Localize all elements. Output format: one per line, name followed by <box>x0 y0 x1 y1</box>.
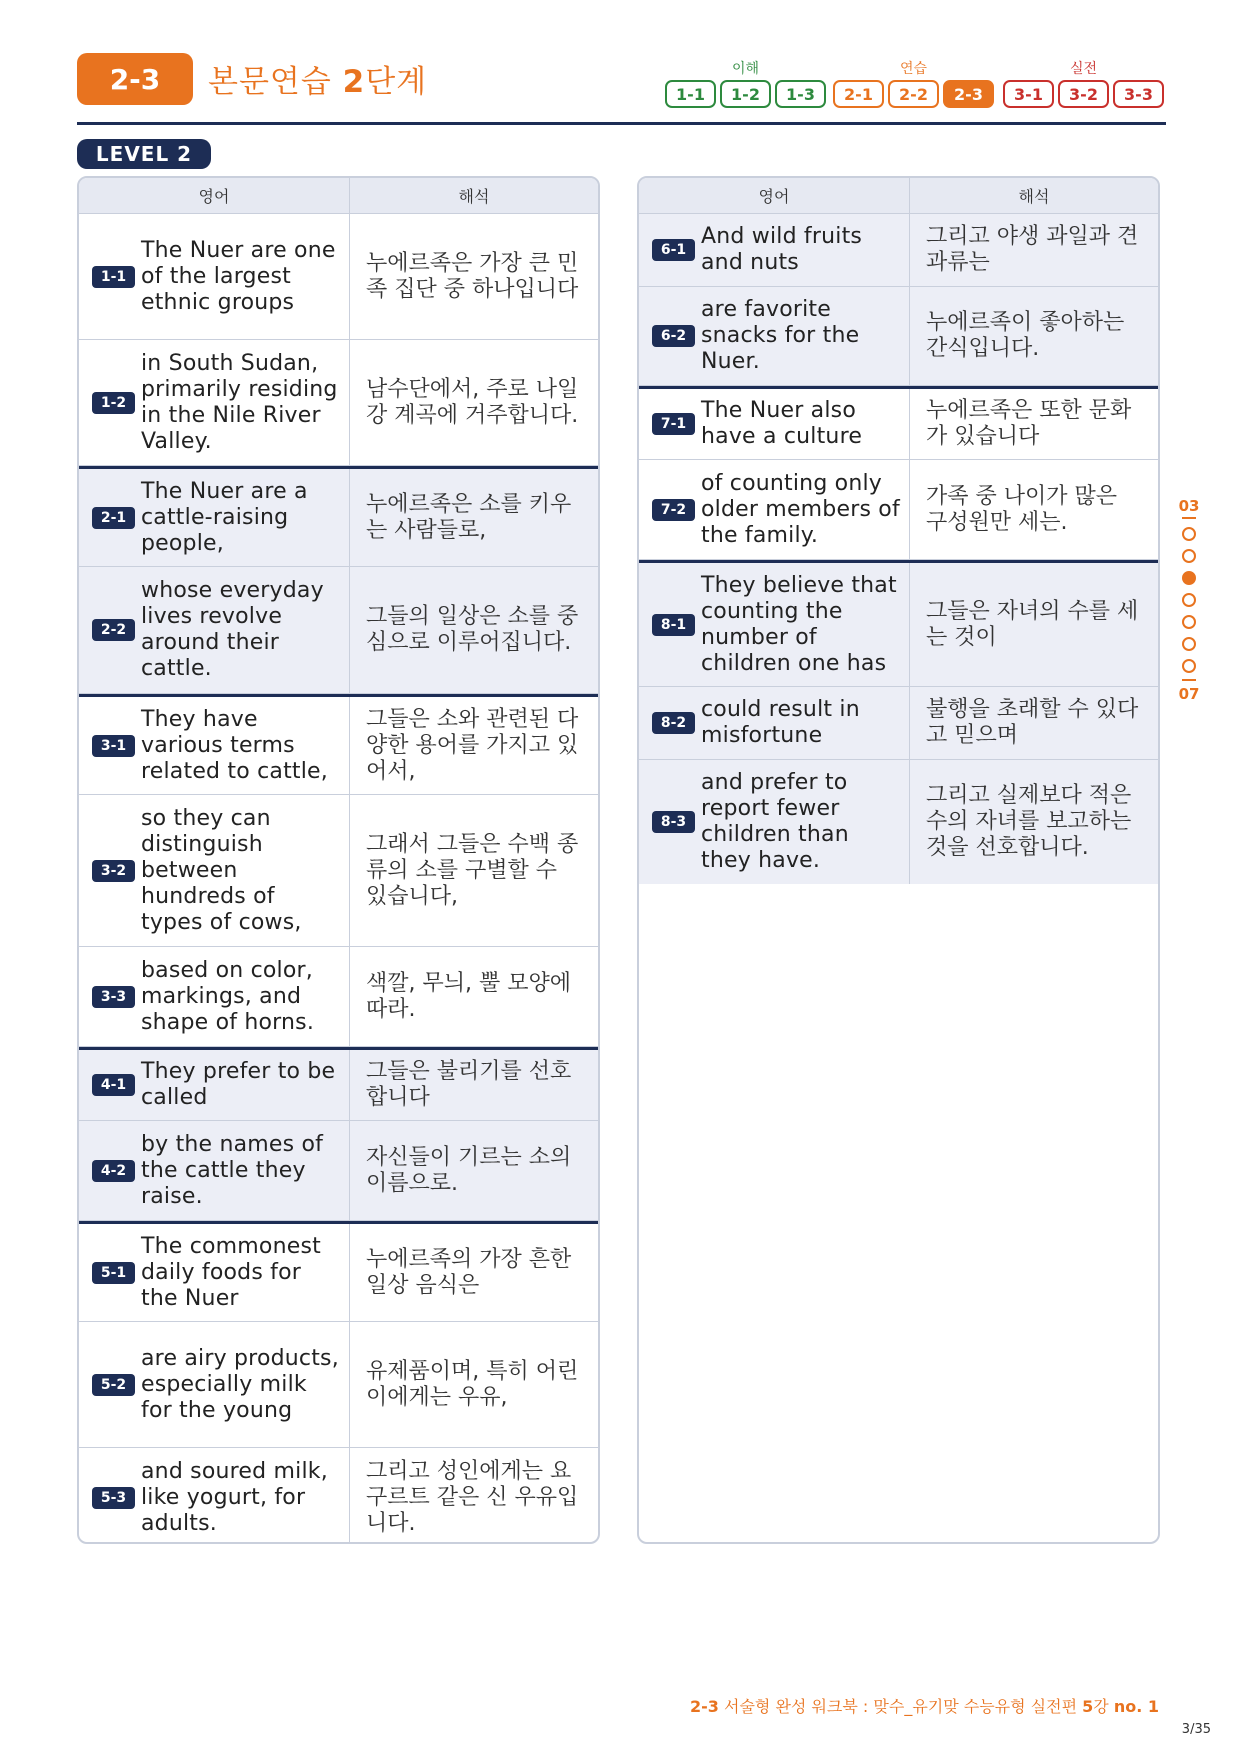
korean-text: 남수단에서, 주로 나일 강 계곡에 거주합니다. <box>366 376 579 428</box>
footer-code: 2-3 <box>690 1697 719 1716</box>
table-row <box>639 687 1158 760</box>
korean-column-header: 해석 <box>458 187 490 206</box>
korean-cell <box>910 687 1158 759</box>
table-row <box>79 214 598 340</box>
korean-text: 그래서 그들은 수백 종류의 소를 구별할 수 있습니다, <box>366 831 579 909</box>
english-text: They believe that counting the number of children one has <box>701 572 897 676</box>
korean-text: 누에르족은 가장 큰 민족 집단 중 하나입니다 <box>366 250 579 302</box>
page-number: 3/35 <box>1181 1722 1211 1737</box>
footer-title <box>690 1694 1159 1717</box>
english-cell <box>79 1121 350 1220</box>
korean-text: 그들은 불리기를 선호합니다 <box>366 1059 572 1110</box>
table-row <box>79 466 598 567</box>
korean-cell <box>350 469 598 566</box>
sentence-number-badge: 1-1 <box>92 266 135 288</box>
korean-text: 불행을 초래할 수 있다고 믿으며 <box>926 697 1139 748</box>
english-text: are favorite snacks for the Nuer. <box>701 297 860 374</box>
lesson-progress-tracker <box>1177 497 1201 703</box>
table-row <box>639 214 1158 287</box>
english-cell <box>79 1224 350 1321</box>
step-group-practice <box>833 60 994 108</box>
korean-cell <box>910 287 1158 385</box>
tracker-end-number: 07 <box>1178 685 1200 703</box>
progress-dot <box>1182 593 1196 607</box>
english-cell <box>79 1322 350 1447</box>
table-row <box>79 694 598 795</box>
sentence-number-badge: 6-1 <box>652 239 695 261</box>
korean-text: 그리고 성인에게는 요구르트 같은 신 우유입니다. <box>366 1459 579 1536</box>
step-button-1-2[interactable]: 1-2 <box>720 80 771 108</box>
progress-dot <box>1182 549 1196 563</box>
title-bold: 2 <box>342 64 366 100</box>
title-post: 단계 <box>365 64 428 100</box>
sentence-number-badge: 8-1 <box>652 614 695 636</box>
korean-cell <box>350 1322 598 1447</box>
english-text: and prefer to report fewer children than they have. <box>701 770 849 873</box>
progress-dot <box>1182 527 1196 541</box>
table-header <box>79 178 598 214</box>
korean-cell <box>350 567 598 693</box>
korean-cell <box>350 697 598 794</box>
tracker-start-number: 03 <box>1178 497 1200 515</box>
table-row <box>79 947 598 1047</box>
english-cell <box>639 687 910 759</box>
korean-cell <box>910 760 1158 884</box>
step-group-label: 연습 <box>899 61 928 77</box>
progress-dot <box>1182 659 1196 673</box>
progress-dot-active <box>1182 571 1196 585</box>
left-sentence-table <box>77 176 600 1544</box>
english-text: They prefer to be called <box>141 1059 336 1110</box>
english-text: could result in misfortune <box>701 697 860 748</box>
english-cell <box>79 340 350 465</box>
korean-cell <box>910 563 1158 686</box>
english-cell <box>79 214 350 339</box>
english-cell <box>79 697 350 794</box>
sentence-number-badge: 1-2 <box>92 392 135 414</box>
step-group-label: 이해 <box>731 61 760 77</box>
korean-text: 유제품이며, 특히 어린이에게는 우유, <box>366 1358 579 1410</box>
english-cell <box>79 947 350 1046</box>
english-column-header: 영어 <box>79 178 350 213</box>
table-row <box>639 460 1158 560</box>
korean-cell <box>350 1448 598 1544</box>
table-row <box>639 760 1158 884</box>
korean-cell <box>350 340 598 465</box>
sentence-number-badge: 2-1 <box>92 507 135 529</box>
korean-cell <box>350 214 598 339</box>
table-row <box>79 1221 598 1322</box>
table-row <box>79 795 598 947</box>
english-cell <box>639 389 910 459</box>
english-cell <box>639 214 910 286</box>
english-text: They have various terms related to cattle, <box>141 706 328 784</box>
sentence-number-badge: 7-2 <box>652 499 695 521</box>
english-text: so they can distinguish between hundreds of types of cows, <box>141 805 302 935</box>
page-title <box>208 56 427 101</box>
korean-column-header: 해석 <box>1018 187 1050 206</box>
table-row <box>639 386 1158 460</box>
english-text: based on color, markings, and shape of horns. <box>141 957 315 1035</box>
english-cell <box>639 287 910 385</box>
right-sentence-table <box>637 176 1160 1544</box>
english-cell <box>639 460 910 559</box>
korean-cell <box>350 1050 598 1120</box>
korean-cell <box>350 947 598 1046</box>
table-row <box>79 1448 598 1544</box>
step-group-label: 실전 <box>1069 61 1098 77</box>
table-row <box>79 567 598 694</box>
korean-text: 가족 중 나이가 많은 구성원만 세는. <box>926 483 1117 535</box>
sentence-number-badge: 8-3 <box>652 811 695 833</box>
english-text: by the names of the cattle they raise. <box>141 1131 324 1209</box>
table-row <box>79 1322 598 1448</box>
step-group-real <box>1003 60 1164 108</box>
korean-text: 자신들이 기르는 소의 이름으로. <box>366 1144 572 1196</box>
english-cell <box>79 1050 350 1120</box>
table-row <box>79 1047 598 1121</box>
sentence-number-badge: 4-1 <box>92 1074 135 1096</box>
sentence-number-badge: 7-1 <box>652 413 695 435</box>
korean-cell <box>350 1224 598 1321</box>
english-text: in South Sudan, primarily residing in the Nile River Valley. <box>141 350 338 454</box>
korean-cell <box>910 460 1158 559</box>
step-button-2-1[interactable]: 2-1 <box>833 80 884 108</box>
english-text: and soured milk, like yogurt, for adults. <box>141 1459 328 1536</box>
english-text: of counting only older members of the family. <box>701 470 900 548</box>
footer-no: no. 1 <box>1113 1697 1159 1716</box>
english-text: are airy products, especially milk for the young <box>141 1345 339 1423</box>
sentence-number-badge: 2-2 <box>92 619 135 641</box>
sentence-number-badge: 5-1 <box>92 1262 135 1284</box>
sentence-number-badge: 6-2 <box>652 325 695 347</box>
tracker-divider <box>1182 517 1196 519</box>
step-button-3-2[interactable]: 3-2 <box>1058 80 1109 108</box>
sentence-number-badge: 8-2 <box>652 712 695 734</box>
english-text: The commonest daily foods for the Nuer <box>141 1233 321 1311</box>
english-cell <box>639 760 910 884</box>
english-cell <box>79 567 350 693</box>
footer-text: 서술형 완성 워크북 : 맞수_유기맞 수능유형 실전편 <box>718 1697 1083 1716</box>
sentence-number-badge: 3-1 <box>92 735 135 757</box>
english-text: The Nuer are a cattle-raising people, <box>141 478 308 556</box>
korean-text: 누에르족이 좋아하는 간식입니다. <box>926 310 1125 361</box>
title-pre: 본문연습 <box>208 64 343 100</box>
progress-dot <box>1182 637 1196 651</box>
sentence-number-badge: 5-2 <box>92 1374 135 1396</box>
step-group-understanding <box>665 60 826 108</box>
korean-text: 색깔, 무늬, 뿔 모양에 따라. <box>366 970 571 1022</box>
step-button-1-1[interactable]: 1-1 <box>665 80 716 108</box>
footer-lesson-suffix: 강 <box>1093 1697 1114 1716</box>
english-cell <box>639 563 910 686</box>
korean-text: 누에르족은 소를 키우는 사람들로, <box>366 491 572 543</box>
table-row <box>639 287 1158 386</box>
table-row <box>79 1121 598 1221</box>
english-cell <box>79 1448 350 1544</box>
korean-text: 그리고 야생 과일과 견과류는 <box>926 224 1139 275</box>
korean-text: 그들은 자녀의 수를 세는 것이 <box>926 598 1139 650</box>
sentence-number-badge: 3-3 <box>92 986 135 1008</box>
step-button-2-3[interactable]: 2-3 <box>943 80 994 108</box>
table-row <box>639 560 1158 687</box>
english-text: whose everyday lives revolve around their cattle. <box>141 578 324 681</box>
step-button-3-3[interactable]: 3-3 <box>1113 80 1164 108</box>
korean-cell <box>910 389 1158 459</box>
korean-cell <box>350 1121 598 1220</box>
level-badge: LEVEL 2 <box>77 139 211 169</box>
sentence-number-badge: 3-2 <box>92 860 135 882</box>
footer-lesson-number: 5 <box>1082 1697 1094 1716</box>
table-header <box>639 178 1158 214</box>
tracker-divider <box>1182 679 1196 681</box>
english-column-header: 영어 <box>639 178 910 213</box>
english-text: The Nuer also have a culture <box>701 398 863 449</box>
korean-text: 그리고 실제보다 적은 수의 자녀를 보고하는 것을 선호합니다. <box>926 783 1132 860</box>
korean-text: 그들은 소와 관련된 다양한 용어를 가지고 있어서, <box>366 706 579 784</box>
korean-text: 누에르족의 가장 흔한 일상 음식은 <box>366 1246 572 1298</box>
korean-cell <box>350 795 598 946</box>
english-cell <box>79 795 350 946</box>
sentence-number-badge: 4-2 <box>92 1160 135 1182</box>
step-button-1-3[interactable]: 1-3 <box>775 80 826 108</box>
korean-text: 그들의 일상은 소를 중심으로 이루어집니다. <box>366 604 579 655</box>
section-chip: 2-3 <box>77 53 193 105</box>
step-button-3-1[interactable]: 3-1 <box>1003 80 1054 108</box>
english-text: And wild fruits and nuts <box>701 224 863 275</box>
step-button-2-2[interactable]: 2-2 <box>888 80 939 108</box>
english-cell <box>79 469 350 566</box>
korean-cell <box>910 214 1158 286</box>
progress-dot <box>1182 615 1196 629</box>
korean-text: 누에르족은 또한 문화가 있습니다 <box>926 398 1132 449</box>
english-text: The Nuer are one of the largest ethnic groups <box>141 237 336 315</box>
header-divider <box>77 122 1166 125</box>
table-row <box>79 340 598 466</box>
sentence-number-badge: 5-3 <box>92 1487 135 1509</box>
